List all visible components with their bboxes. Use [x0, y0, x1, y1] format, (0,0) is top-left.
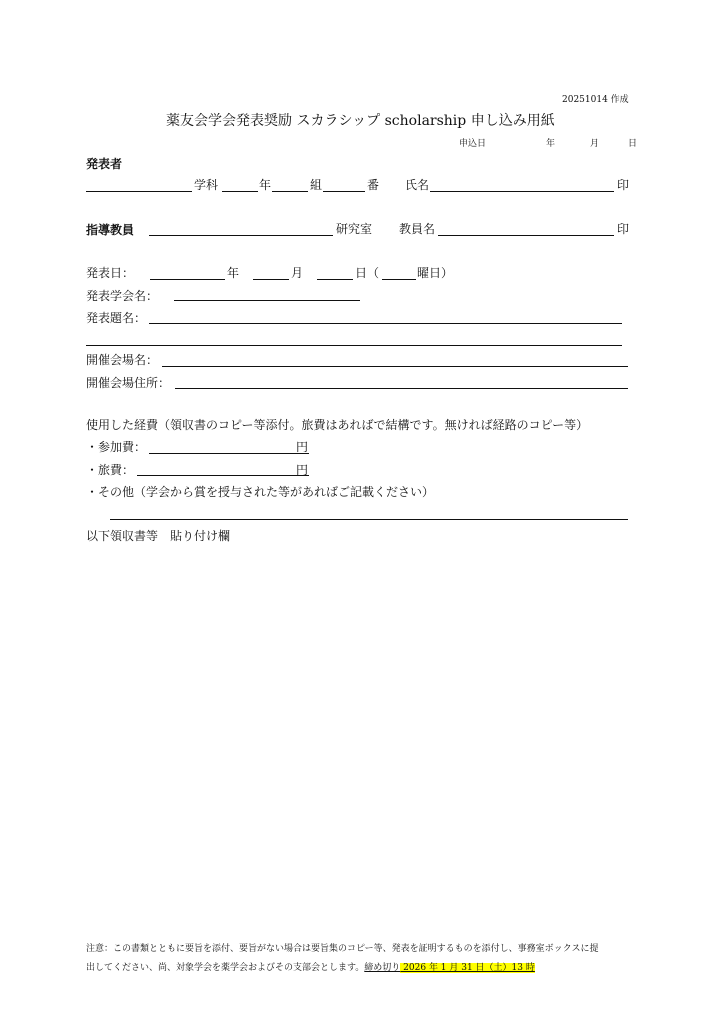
society-name-field[interactable]: [174, 300, 360, 301]
advisor-seal-mark: 印: [617, 222, 630, 236]
presentation-year-label: 年: [227, 266, 240, 280]
presentation-date-label: 発表日：: [86, 266, 135, 280]
grade-field[interactable]: [222, 191, 258, 192]
grade-label: 年: [259, 178, 272, 192]
participation-fee-yen: 円: [296, 440, 309, 454]
presentation-year-field[interactable]: [150, 279, 225, 280]
class-field[interactable]: [272, 191, 308, 192]
student-number-field[interactable]: [323, 191, 365, 192]
venue-name-field[interactable]: [162, 366, 628, 367]
receipt-paste-label: 以下領収書等 貼り付け欄: [86, 529, 231, 543]
class-label: 組: [310, 178, 323, 192]
presenter-name-label: 氏名: [405, 178, 430, 192]
presentation-weekday-field[interactable]: [382, 279, 416, 280]
application-year-field[interactable]: [488, 132, 543, 150]
venue-name-label: 開催会場名：: [86, 353, 159, 367]
presenter-name-field[interactable]: [430, 191, 614, 192]
teacher-name-field[interactable]: [438, 235, 614, 236]
teacher-name-label: 教員名: [399, 222, 436, 236]
deadline-label: 締め切り: [364, 963, 401, 973]
presentation-title-label: 発表題名：: [86, 311, 147, 325]
application-date-label: 申込日: [459, 139, 487, 149]
society-name-label: 発表学会名：: [86, 289, 159, 303]
application-year-label: 年: [546, 139, 556, 149]
presentation-title-field-line2[interactable]: [86, 345, 622, 346]
application-day-field[interactable]: [600, 132, 626, 150]
application-day-label: 日: [628, 139, 638, 149]
advisor-section-label: 指導教員: [86, 223, 135, 237]
presentation-day-label: 日（: [355, 266, 380, 280]
deadline-value: 2026 年 1 月 31 日（土）13 時: [400, 963, 535, 973]
department-label: 学科: [194, 178, 219, 192]
footer-note-line2: [86, 960, 535, 973]
department-field[interactable]: [86, 191, 192, 192]
presentation-day-field[interactable]: [317, 279, 353, 280]
receipt-paste-area[interactable]: [86, 550, 628, 920]
presentation-month-field[interactable]: [253, 279, 289, 280]
laboratory-label: 研究室: [336, 222, 373, 236]
creation-date: 20251014 作成: [562, 95, 629, 105]
venue-address-label: 開催会場住所：: [86, 376, 171, 390]
footer-note-line1: 注意：この書類とともに要旨を添付、要旨がない場合は要旨集のコピー等、発表を証明するものを添付し、事務室ボックスに提: [86, 944, 599, 954]
expenses-intro: 使用した経費（領収書のコピー等添付。旅費はあればで結構です。無ければ経路のコピー等）: [86, 418, 589, 432]
student-number-label: 番: [367, 178, 380, 192]
venue-address-field[interactable]: [175, 388, 628, 389]
application-month-field[interactable]: [556, 132, 588, 150]
presentation-month-label: 月: [291, 266, 304, 280]
participation-fee-field[interactable]: [149, 453, 309, 454]
other-field[interactable]: [110, 519, 628, 520]
presenter-seal-mark: 印: [617, 178, 630, 192]
presentation-weekday-label: 曜日）: [417, 266, 454, 280]
participation-fee-label: ・参加費：: [86, 440, 147, 454]
application-month-label: 月: [590, 139, 600, 149]
footer-note-text: 出してください、尚、対象学会を薬学会およびその支部会とします。: [86, 963, 365, 973]
laboratory-field[interactable]: [149, 235, 333, 236]
presentation-title-field[interactable]: [149, 323, 622, 324]
presenter-section-label: 発表者: [86, 157, 123, 171]
other-label: ・その他（学会から賞を授与された等があればご記載ください）: [86, 485, 435, 499]
travel-fee-field[interactable]: [137, 475, 309, 476]
form-title: 薬友会学会発表奨励 スカラシップ scholarship 申し込み用紙: [166, 113, 555, 129]
travel-fee-yen: 円: [296, 463, 309, 477]
travel-fee-label: ・旅費：: [86, 463, 135, 477]
